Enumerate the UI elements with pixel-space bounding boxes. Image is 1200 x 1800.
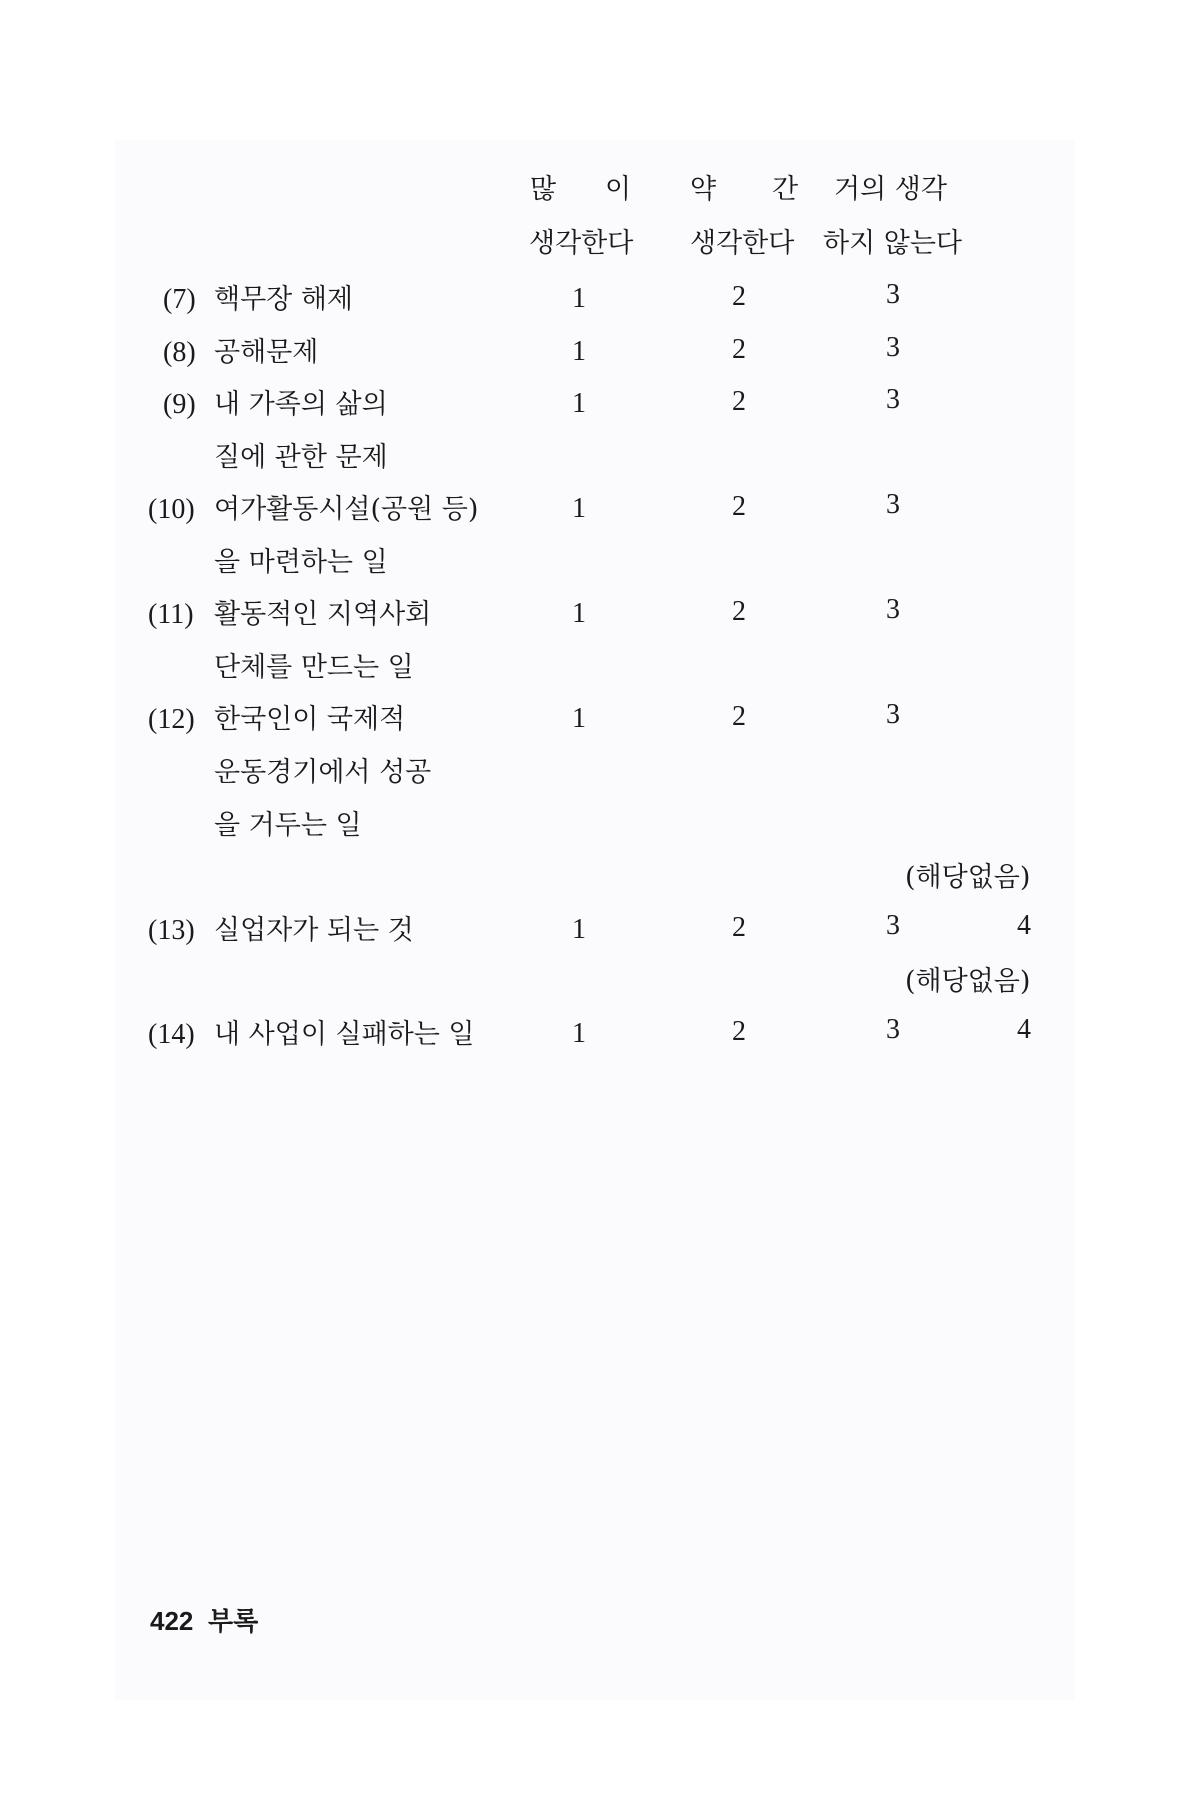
item-value-2: 2 bbox=[732, 701, 746, 732]
item-value-3: 3 bbox=[886, 699, 900, 730]
item-number: (9) bbox=[163, 389, 196, 420]
item-text: 핵무장 해제 bbox=[214, 284, 353, 315]
item-value-4: 4 bbox=[1017, 1014, 1031, 1045]
item-text: 한국인이 국제적 bbox=[214, 704, 406, 735]
item-number: (13) bbox=[148, 915, 195, 946]
item-text: 여가활동시설(공원 등) bbox=[214, 494, 479, 525]
item-number: (12) bbox=[148, 704, 195, 735]
item-value-2: 2 bbox=[732, 491, 746, 522]
item-value-3: 3 bbox=[886, 489, 900, 520]
section-label: 부록 bbox=[208, 1606, 259, 1636]
item-value-1: 1 bbox=[572, 703, 586, 734]
item-value-3: 3 bbox=[886, 384, 900, 415]
item-value-2: 2 bbox=[732, 1016, 746, 1047]
header-col2-line1-a: 약 bbox=[690, 174, 717, 205]
header-col3-line2: 하지 않는다 bbox=[823, 228, 962, 259]
item-value-1: 1 bbox=[572, 336, 586, 367]
item-text: 실업자가 되는 것 bbox=[214, 915, 414, 946]
page-number: 422 bbox=[150, 1606, 194, 1636]
not-applicable-label: (해당없음) bbox=[905, 966, 1031, 997]
item-value-2: 2 bbox=[732, 386, 746, 417]
item-value-3: 3 bbox=[886, 279, 900, 310]
item-value-2: 2 bbox=[732, 281, 746, 312]
item-value-3: 3 bbox=[886, 1014, 900, 1045]
item-value-3: 3 bbox=[886, 332, 900, 363]
item-value-3: 3 bbox=[886, 594, 900, 625]
item-number: (11) bbox=[148, 599, 194, 630]
header-col1-line2: 생각한다 bbox=[529, 228, 634, 259]
item-text-continued: 운동경기에서 성공 bbox=[214, 757, 432, 788]
header-col2-line2: 생각한다 bbox=[690, 228, 795, 259]
item-text: 활동적인 지역사회 bbox=[214, 599, 432, 630]
header-col1-line1-a: 많 bbox=[530, 174, 557, 205]
item-value-1: 1 bbox=[572, 914, 586, 945]
item-value-4: 4 bbox=[1017, 910, 1031, 941]
header-col3-line1: 거의 생각 bbox=[834, 174, 947, 205]
item-text: 내 가족의 삶의 bbox=[214, 389, 388, 420]
item-number: (10) bbox=[148, 494, 195, 525]
item-value-1: 1 bbox=[572, 493, 586, 524]
header-col1-line1-b: 이 bbox=[605, 174, 632, 205]
item-value-2: 2 bbox=[732, 334, 746, 365]
item-number: (7) bbox=[163, 284, 196, 315]
item-value-2: 2 bbox=[732, 912, 746, 943]
item-text: 공해문제 bbox=[214, 337, 319, 368]
item-value-1: 1 bbox=[572, 598, 586, 629]
item-text-continued: 질에 관한 문제 bbox=[214, 442, 388, 473]
item-number: (8) bbox=[163, 337, 196, 368]
not-applicable-label: (해당없음) bbox=[905, 862, 1031, 893]
item-text-continued: 을 거두는 일 bbox=[214, 810, 362, 841]
item-value-1: 1 bbox=[572, 1018, 586, 1049]
item-text-continued: 을 마련하는 일 bbox=[214, 547, 388, 578]
header-col2-line1-b: 간 bbox=[772, 174, 799, 205]
item-text-continued: 단체를 만드는 일 bbox=[214, 652, 414, 683]
item-value-3: 3 bbox=[886, 910, 900, 941]
item-value-2: 2 bbox=[732, 596, 746, 627]
item-text: 내 사업이 실패하는 일 bbox=[214, 1019, 475, 1050]
item-value-1: 1 bbox=[572, 388, 586, 419]
item-value-1: 1 bbox=[572, 283, 586, 314]
item-number: (14) bbox=[148, 1019, 195, 1050]
